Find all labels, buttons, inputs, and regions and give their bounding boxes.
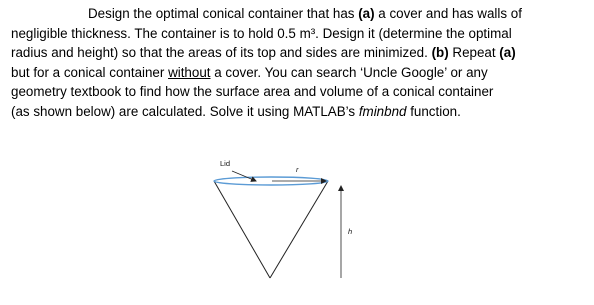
problem-text: Design the optimal conical container that has [88,6,359,21]
cone-left-side [214,181,270,278]
problem-text: Repeat [448,45,500,60]
lid-pointer-arrow [232,171,256,181]
lid-label: Lid [220,159,231,168]
problem-text: a cover. You can search ‘Uncle Google’ or any [210,64,488,80]
problem-text: negligible thickness. The container is to hold 0.5 m³. Design it (determine the optimal [11,25,512,41]
problem-text: radius and height) so that the areas of its top and sides are minimized. [11,45,432,60]
part-b-label: (b) [431,45,449,60]
problem-text: a cover and has walls of [374,6,522,21]
fminbnd-function-name: fminbnd [358,103,407,119]
cone-right-side [270,181,328,278]
radius-label: r [296,165,299,174]
problem-text: function. [406,103,461,119]
problem-text: (as shown below) are calculated. Solve it using MATLAB’s [11,103,359,119]
problem-text: but for a conical container [11,64,169,80]
part-a-reference: (a) [499,45,516,60]
part-a-label: (a) [358,6,375,21]
height-label: h [348,227,353,236]
problem-text: geometry textbook to find how the surface area and volume of a conical container [11,84,494,99]
without-emphasis: without [168,64,211,80]
